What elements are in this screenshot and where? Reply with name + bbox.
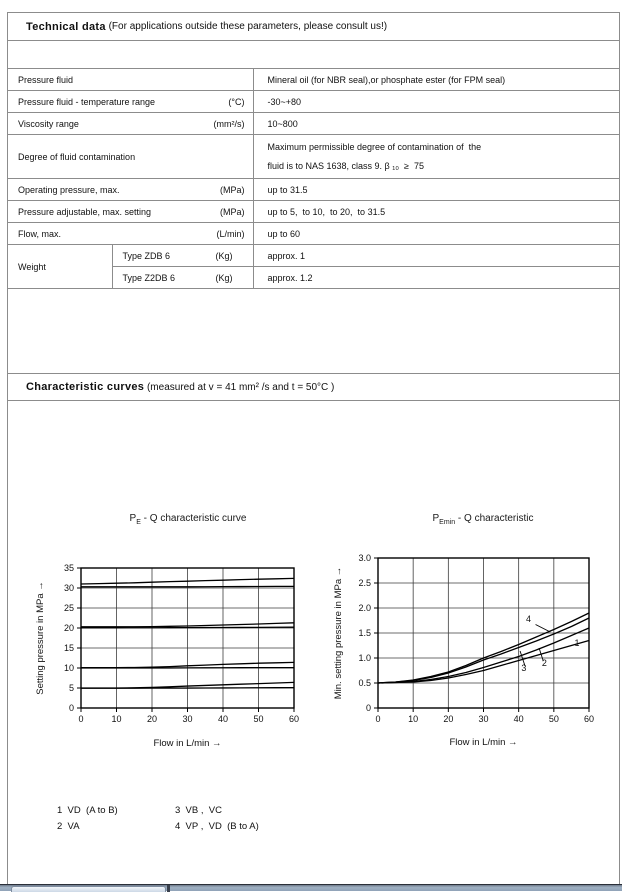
table-row — [8, 91, 619, 113]
svg-text:60: 60 — [288, 714, 300, 724]
svg-text:15: 15 — [63, 643, 74, 653]
table-row — [8, 113, 619, 135]
row-value: up to 60 — [267, 228, 301, 239]
table-row — [8, 201, 619, 223]
row-unit: (°C) — [228, 96, 245, 107]
row-value: up to 31.5 — [267, 184, 308, 195]
svg-text:50: 50 — [548, 714, 559, 724]
svg-text:10: 10 — [63, 663, 74, 673]
svg-text:20: 20 — [63, 623, 74, 633]
svg-text:Setting pressure in MPa →: Setting pressure in MPa → — [35, 581, 46, 695]
row-value: 10~800 — [267, 118, 298, 129]
svg-text:1.5: 1.5 — [358, 628, 371, 638]
legend-item-1: 1 VD (A to B) — [57, 805, 118, 816]
legend-item-3: 3 VB , VC — [175, 805, 222, 816]
svg-text:2: 2 — [541, 658, 547, 668]
svg-text:30: 30 — [63, 583, 74, 593]
weight-value: approx. 1.2 — [267, 272, 313, 283]
curve-legend — [57, 805, 259, 832]
row-value: -30~+80 — [267, 96, 302, 107]
row-value-line1: Maximum permissible degree of contamination of the — [267, 141, 482, 152]
technical-data-table — [8, 68, 619, 289]
weight-unit: (Kg) — [215, 272, 233, 283]
row-value-line2: fluid is to NAS 1638, class 9. β ₁₀ ≥ 75 — [267, 160, 424, 171]
svg-text:1: 1 — [574, 638, 580, 648]
svg-text:0: 0 — [375, 714, 381, 724]
table-row — [8, 223, 619, 245]
weight-unit: (Kg) — [215, 250, 233, 261]
technical-data-header — [8, 13, 619, 41]
weight-value: approx. 1 — [267, 250, 306, 261]
row-value: Mineral oil (for NBR seal),or phosphate ester (for FPM seal) — [267, 74, 506, 85]
svg-text:20: 20 — [443, 714, 454, 724]
row-unit: (MPa) — [220, 184, 245, 195]
row-unit: (MPa) — [220, 206, 245, 217]
svg-text:30: 30 — [478, 714, 489, 724]
svg-text:2.5: 2.5 — [358, 578, 371, 588]
characteristic-curves-header — [8, 373, 619, 401]
svg-text:1.0: 1.0 — [358, 653, 371, 663]
svg-text:10: 10 — [408, 714, 419, 724]
weight-type: Type ZDB 6 — [122, 250, 171, 261]
row-label: Viscosity range — [18, 118, 79, 129]
svg-text:60: 60 — [583, 714, 595, 724]
svg-text:Flow in L/min →: Flow in L/min → — [153, 738, 222, 749]
pemin-q-chart-title: $P_{Emin}$ - Q characteristic — [432, 513, 534, 526]
row-label: Pressure fluid — [18, 74, 74, 85]
row-unit: (L/min) — [216, 228, 245, 239]
characteristic-curves-title: Characteristic curves — [26, 381, 145, 393]
row-label: Weight — [18, 261, 46, 272]
characteristic-curves-subtitle: (measured at v = 41 mm² /s and t = 50°C ) — [144, 381, 335, 393]
row-label: Pressure fluid - temperature range — [18, 96, 156, 107]
table-row — [8, 179, 619, 201]
technical-data-subtitle: (For applications outside these parameters, please consult us!) — [105, 21, 388, 32]
legend-item-4: 4 VP , VD (B to A) — [175, 821, 259, 832]
background-window-taskbar[interactable] — [0, 884, 622, 891]
svg-text:3.0: 3.0 — [358, 553, 371, 563]
pemin-q-chart — [328, 533, 622, 758]
pe-q-chart — [28, 543, 328, 758]
row-label: Flow, max. — [18, 228, 62, 239]
row-value: up to 5, to 10, to 20, to 31.5 — [267, 206, 386, 217]
row-label: Pressure adjustable, max. setting — [18, 206, 152, 217]
svg-text:0.5: 0.5 — [358, 678, 371, 688]
svg-text:0: 0 — [365, 703, 371, 713]
pe-q-chart-title: $P_E$ - Q characteristic curve — [129, 513, 247, 526]
svg-text:35: 35 — [63, 563, 74, 573]
legend-item-2: 2 VA — [57, 821, 80, 832]
table-row — [8, 245, 619, 267]
svg-text:3: 3 — [521, 663, 527, 673]
svg-text:10: 10 — [111, 714, 122, 724]
svg-text:0: 0 — [68, 703, 74, 713]
row-label: Degree of fluid contamination — [18, 151, 136, 162]
page-frame — [7, 12, 620, 884]
svg-text:Min. setting pressure in MPa: Min. setting pressure in MPa → — [333, 566, 344, 700]
svg-text:Flow in L/min →: Flow in L/min → — [449, 737, 518, 748]
svg-text:20: 20 — [146, 714, 158, 724]
svg-text:5: 5 — [68, 683, 74, 693]
background-window-tab[interactable] — [11, 886, 166, 892]
weight-type: Type Z2DB 6 — [122, 272, 176, 283]
table-row — [8, 135, 619, 179]
technical-data-title: Technical data — [26, 20, 106, 33]
svg-text:50: 50 — [253, 714, 264, 724]
row-unit: (mm²/s) — [213, 118, 245, 129]
svg-text:4: 4 — [526, 614, 532, 624]
svg-text:30: 30 — [182, 714, 193, 724]
svg-text:0: 0 — [78, 714, 84, 724]
svg-text:2.0: 2.0 — [358, 603, 371, 613]
svg-text:40: 40 — [513, 714, 524, 724]
svg-text:25: 25 — [63, 603, 74, 613]
table-row — [8, 69, 619, 91]
svg-text:40: 40 — [217, 714, 229, 724]
row-label: Operating pressure, max. — [18, 184, 120, 195]
